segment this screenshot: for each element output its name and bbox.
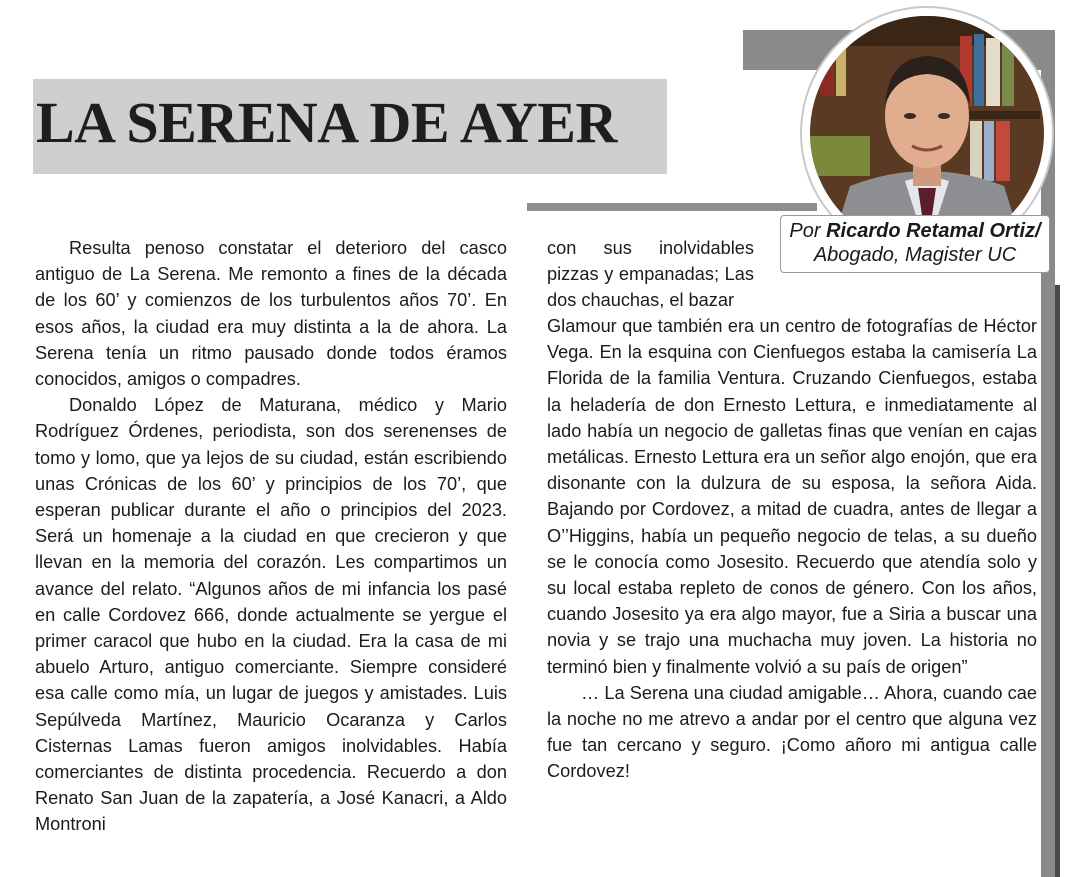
page-title: LA SERENA DE AYER [36,90,617,155]
article-paragraph: Donaldo López de Maturana, médico y Mario Rodríguez Órdenes, periodista, son dos serenenses de tomo y lomo, que ya lejos de su ciudad, están escribiendo unas Crónicas de los 60’ y principios de los 70’, que esperan publicar durante el año o principios del 2023. Será un homenaje a la ciudad en que crecieron y que llevan en la memoria del corazón. Les compartimos un avance del relato. “Algunos años de mi infancia los pasé en calle Cordovez 666, donde actualmente se yergue el primer caracol que hubo en la ciudad. Era la casa de mi abuelo Arturo, antiguo comerciante. Siempre consideré esa calle como mía, un lugar de juegos y amistades. Luis Sepúlveda Martínez, Mauricio Ocaranza y Carlos Cisternas Lamas fueron amigos inolvidables. Había comerciantes de distinta procedencia. Recuerdo a don Renato San Juan de la zapatería, a José Kanacri, a Aldo Montroni [35,395,507,835]
article-paragraph: Resulta penoso constatar el deterioro del casco antiguo de La Serena. Me remonto a fines de la década de los 60’ y comienzos de los turbulentos años 70’. En esos años, la ciudad era muy distinta a la de ahora. La Serena tenía un ritmo pausado donde todos éramos conocidos, amigos o compadres. [35,238,507,390]
author-name: Ricardo Retamal Ortiz/ [826,220,1041,242]
article-paragraph: Glamour que también era un centro de fotografías de Héctor Vega. En la esquina con Cienfuegos estaba la camisería La Florida de la familia Ventura. Cruzando Cienfuegos, estaba la heladería de don Ernesto Lettura, e inmediatamente al lado había un negocio de galletas finas que venían en cajas metálicas. Ernesto Lettura era un señor algo enojón, que era disonante con la dulzura de su esposa, la señora Aida. Bajando por Cordovez, a mitad de cuadra, antes de llegar a O’’Higgins, había un pequeño negocio de telas, a su dueño se le conocía como Josesito. Recuerdo que atendía solo y su local estaba repleto de conos de género. Con los años, cuando Josesito ya era algo mayor, fue a Siria a buscar una novia y se trajo una muchacha muy joven. La historia no terminó bien y finalmente volvió a su país de origen” [547,316,1037,677]
header-rule [527,203,817,211]
article-column-left [35,235,507,838]
article-paragraph: … La Serena una ciudad amigable… Ahora, cuando cae la noche no me atrevo a andar por el centro que alguna vez fue tan cercano y seguro. ¡Como añoro mi antigua calle Cordovez! [547,682,1037,782]
byline-prefix: Por [789,220,827,242]
article-column-right [547,313,1037,785]
author-credentials: Abogado, Magister UC [813,244,1017,266]
byline [780,215,1050,273]
article-column-right-top [547,235,754,314]
article-paragraph: con sus inolvidables pizzas y empanadas; Las dos chauchas, el bazar [547,238,754,311]
frame-right-shadow [1055,285,1060,877]
